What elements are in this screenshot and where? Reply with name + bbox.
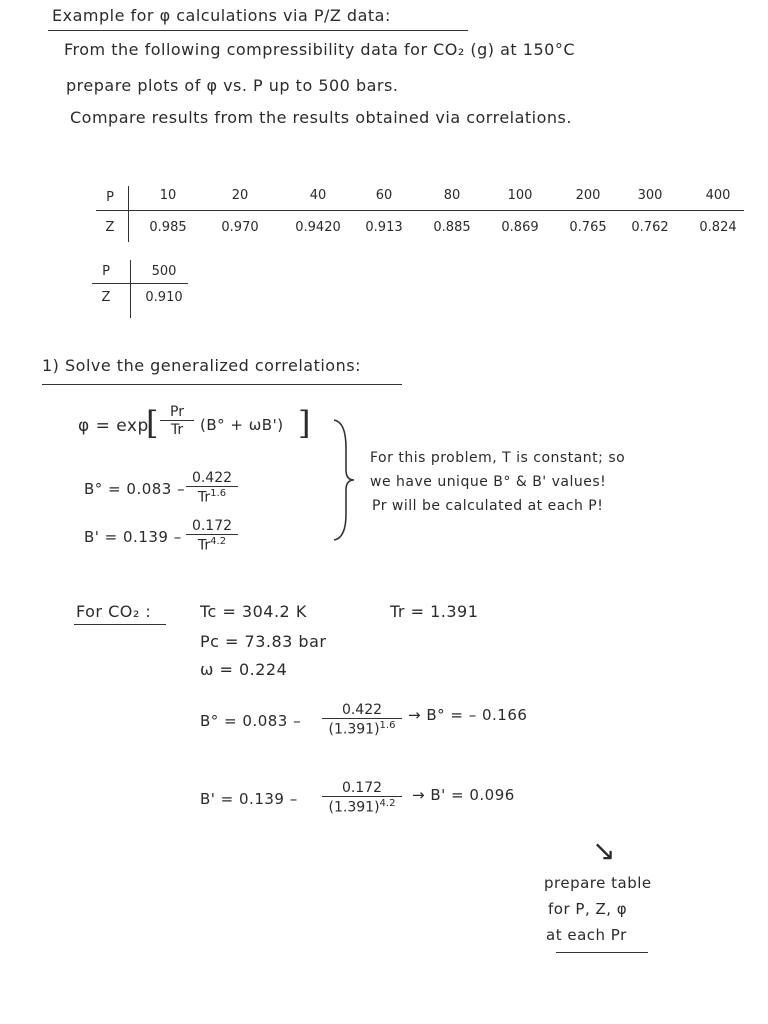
z-cell: 0.985: [149, 220, 187, 235]
page-title: Example for φ calculations via P/Z data:: [52, 6, 391, 25]
table-vertical-rule: [128, 186, 129, 242]
extra-p-value: 500: [151, 264, 177, 279]
footer-note-line-1: prepare table: [544, 874, 652, 892]
intro-line-2: prepare plots of φ vs. P up to 500 bars.: [66, 76, 399, 95]
b1-calc-fraction: [322, 780, 402, 816]
b0-den-exp: 1.6: [210, 488, 227, 499]
extra-p-label: P: [102, 264, 110, 279]
note-line-3: Pr will be calculated at each P!: [372, 498, 604, 514]
phi-frac-num: Pr: [160, 404, 194, 421]
co2-label-underline: [74, 624, 166, 625]
down-right-arrow-icon: ↘: [592, 834, 616, 867]
b0-calc-numerator: 0.422: [322, 702, 402, 719]
b0-lhs: B° = 0.083 –: [84, 480, 186, 498]
co2-omega: ω = 0.224: [200, 660, 288, 679]
z-cell: 0.824: [699, 220, 737, 235]
section-1-underline: [42, 384, 402, 385]
b0-numerator: 0.422: [186, 470, 238, 487]
footer-note-line-3: at each Pr: [546, 926, 627, 944]
phi-left-bracket: [: [146, 404, 159, 442]
co2-pc: Pc = 73.83 bar: [200, 632, 327, 651]
pressure-cell: 40: [309, 188, 327, 203]
z-cell: 0.9420: [295, 220, 341, 235]
b1-calc-den-base: (1.391): [328, 799, 380, 816]
extra-z-label: Z: [101, 290, 111, 305]
b0-calc-lhs: B° = 0.083 –: [200, 712, 302, 730]
z-cell: 0.885: [433, 220, 471, 235]
b0-calc-den-base: (1.391): [328, 721, 380, 738]
extra-horizontal-rule: [92, 283, 188, 284]
b0-denominator: [186, 487, 238, 506]
b1-denominator: [186, 535, 238, 554]
note-line-2: we have unique B° & B' values!: [370, 474, 607, 490]
phi-right-bracket: ]: [298, 404, 311, 442]
z-cell: 0.913: [365, 220, 403, 235]
b0-calc-den-exp: 1.6: [379, 720, 396, 731]
b1-den-exp: 4.2: [210, 536, 227, 547]
co2-tc: Tc = 304.2 K: [200, 602, 307, 621]
table-p-label: P: [106, 190, 114, 205]
right-brace-icon: [330, 418, 356, 542]
extra-z-value: 0.910: [145, 290, 183, 305]
z-cell: 0.762: [631, 220, 669, 235]
pressure-cell: 60: [375, 188, 393, 203]
b0-result: → B° = – 0.166: [408, 706, 528, 724]
pressure-cell: 100: [507, 188, 533, 203]
b1-calc-lhs: B' = 0.139 –: [200, 790, 298, 808]
pr-over-tr-fraction: [160, 404, 194, 438]
pressure-cell: 400: [705, 188, 731, 203]
note-line-1: For this problem, T is constant; so: [370, 450, 626, 466]
intro-line-3: Compare results from the results obtained via correlations.: [70, 108, 572, 127]
phi-frac-den: Tr: [170, 422, 184, 438]
b1-calc-denominator: [322, 797, 402, 816]
z-cell: 0.970: [221, 220, 259, 235]
footer-note-line-2: for P, Z, φ: [548, 900, 628, 918]
z-cell: 0.869: [501, 220, 539, 235]
b0-fraction: [186, 470, 238, 506]
b1-fraction: [186, 518, 238, 554]
b1-numerator: 0.172: [186, 518, 238, 535]
pressure-cell: 20: [231, 188, 249, 203]
pressure-cell: 200: [575, 188, 601, 203]
co2-tr: Tr = 1.391: [390, 602, 479, 621]
b1-calc-den-exp: 4.2: [379, 798, 396, 809]
co2-label: For CO₂ :: [76, 602, 152, 621]
footer-note-underline: [556, 952, 648, 953]
table-horizontal-rule: [96, 210, 744, 211]
pressure-cell: 300: [637, 188, 663, 203]
b1-den-base: Tr: [197, 537, 211, 554]
pressure-cell: 10: [159, 188, 177, 203]
b1-lhs: B' = 0.139 –: [84, 528, 182, 546]
phi-paren-term: (B° + ωB'): [200, 416, 284, 434]
intro-line-1: From the following compressibility data for CO₂ (g) at 150°C: [64, 40, 575, 59]
extra-vertical-rule: [130, 260, 131, 318]
title-underline: [48, 30, 468, 31]
z-cell: 0.765: [569, 220, 607, 235]
b0-calc-denominator: [322, 719, 402, 738]
b0-calc-fraction: [322, 702, 402, 738]
b0-den-base: Tr: [197, 489, 211, 506]
b1-result: → B' = 0.096: [412, 786, 515, 804]
pressure-cell: 80: [443, 188, 461, 203]
phi-lhs: φ = exp: [78, 416, 149, 436]
section-1-heading: 1) Solve the generalized correlations:: [42, 356, 361, 375]
table-z-label: Z: [105, 220, 115, 235]
b1-calc-numerator: 0.172: [322, 780, 402, 797]
